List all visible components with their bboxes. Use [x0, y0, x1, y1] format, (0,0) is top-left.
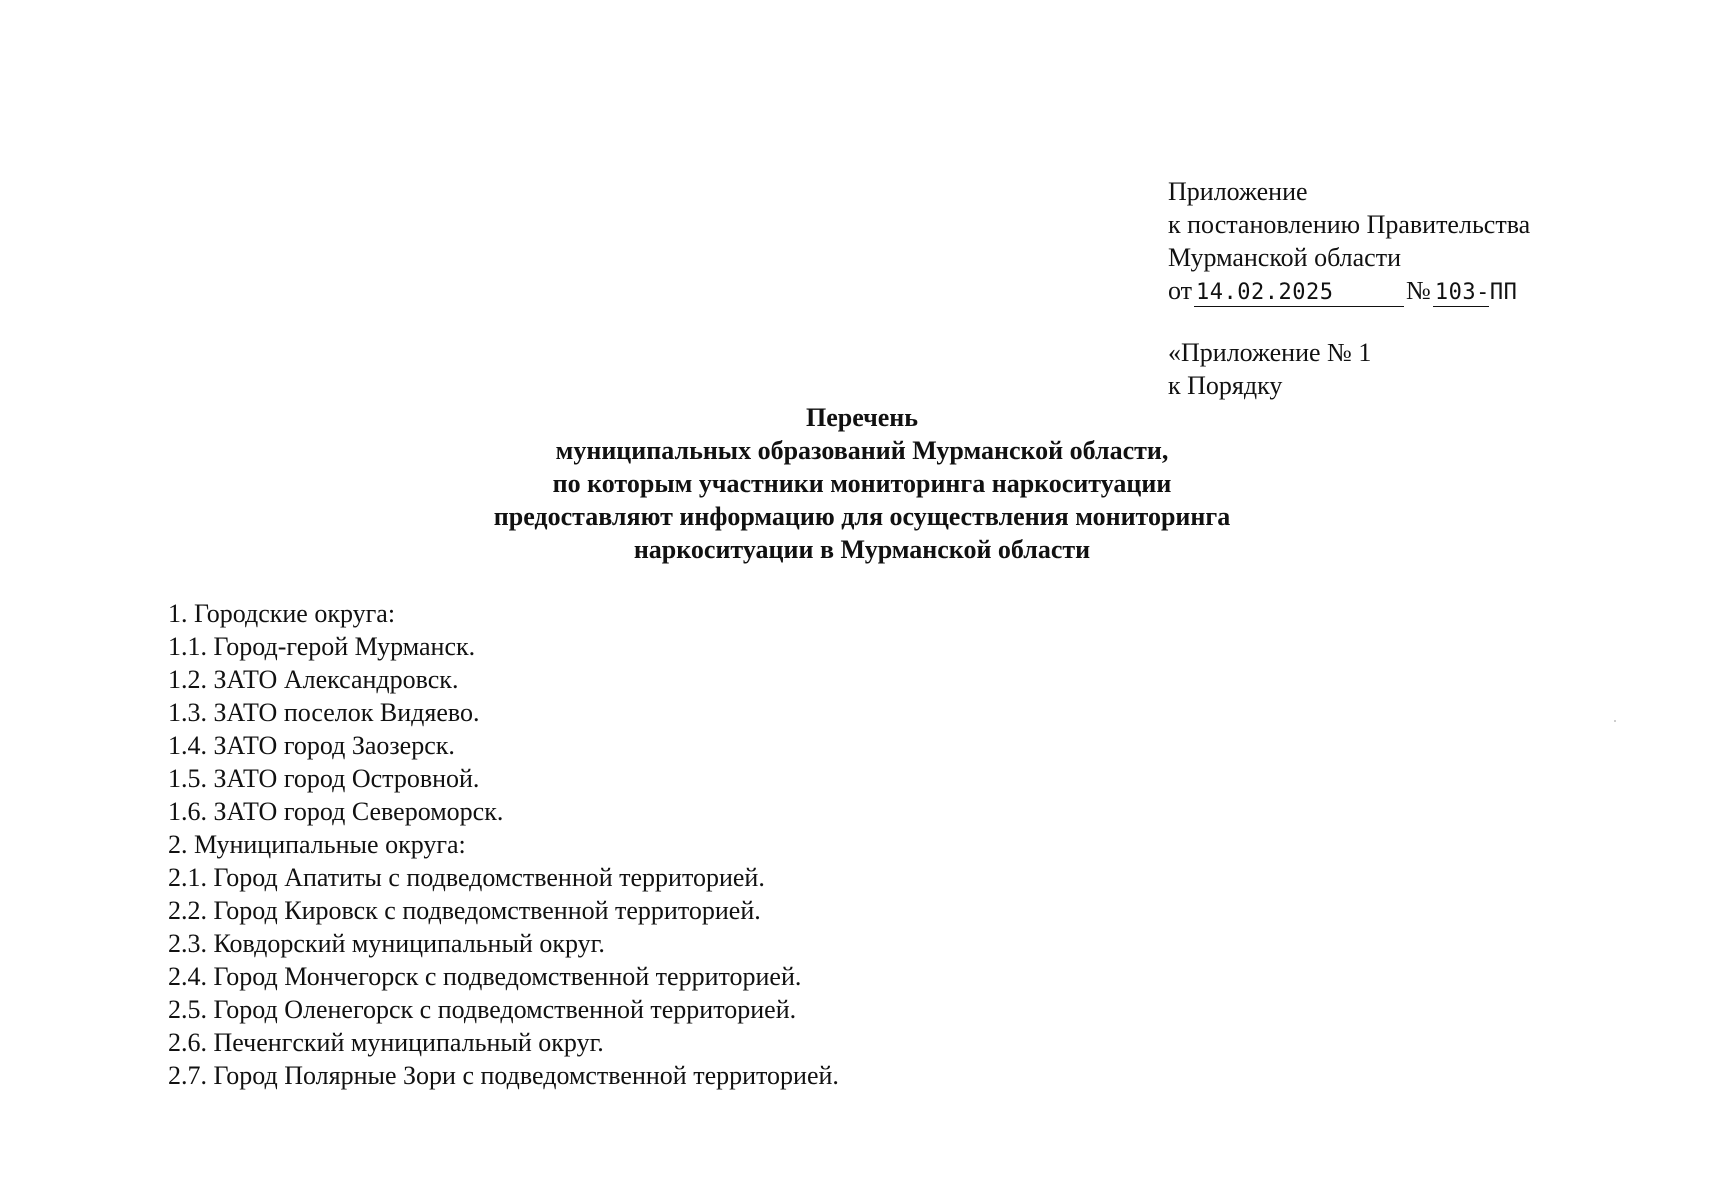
attachment-title: Приложение — [1168, 177, 1308, 206]
attachment-region: Мурманской области — [1168, 243, 1401, 272]
list-item: 2.3. Ковдорский муниципальный округ. — [168, 929, 605, 958]
list-item: 2.1. Город Апатиты с подведомственной территорией. — [168, 863, 765, 892]
title-line-3: по которым участники мониторинга наркоситуации — [552, 469, 1172, 498]
list-item: 2.5. Город Оленегорск с подведомственной территорией. — [168, 995, 797, 1024]
list-item: 2.2. Город Кировск с подведомственной территорией. — [168, 896, 761, 925]
title-line-5: наркоситуации в Мурманской области — [633, 535, 1091, 564]
list-item: 2.4. Город Мончегорск с подведомственной территорией. — [168, 962, 802, 991]
number-prefix: № — [1406, 276, 1431, 305]
list-item: 2.6. Печенгский муниципальный округ. — [168, 1028, 604, 1057]
scan-speck — [1614, 720, 1616, 722]
list-item: 1.6. ЗАТО город Североморск. — [168, 797, 504, 826]
title-line-2: муниципальных образований Мурманской области, — [555, 436, 1169, 465]
appendix-ref-line-2: к Порядку — [1168, 371, 1283, 400]
list-item: 1.1. Город-герой Мурманск. — [168, 632, 476, 661]
list-item: 1.4. ЗАТО город Заозерск. — [168, 731, 455, 760]
list-item: 1.3. ЗАТО поселок Видяево. — [168, 698, 480, 727]
list-item: 1. Городские округа: — [168, 599, 396, 628]
document-date: 14.02.2025 — [1194, 280, 1404, 307]
document-number: 103-ПП — [1434, 280, 1518, 305]
title-line-4: предоставляют информацию для осуществления мониторинга — [493, 502, 1231, 531]
date-prefix: от — [1168, 276, 1193, 305]
document-title — [300, 401, 1424, 566]
title-line-1: Перечень — [805, 403, 919, 432]
appendix-reference — [1168, 336, 1371, 402]
attachment-header — [1168, 175, 1530, 307]
registration-line — [1168, 274, 1530, 307]
attachment-subtitle: к постановлению Правительства — [1168, 210, 1531, 239]
appendix-ref-line-1: «Приложение № 1 — [1168, 338, 1372, 367]
list-item: 2.7. Город Полярные Зори с подведомственной территорией. — [168, 1061, 839, 1090]
municipality-list — [168, 597, 839, 1092]
list-item: 2. Муниципальные округа: — [168, 830, 466, 859]
list-item: 1.5. ЗАТО город Островной. — [168, 764, 480, 793]
list-item: 1.2. ЗАТО Александровск. — [168, 665, 459, 694]
